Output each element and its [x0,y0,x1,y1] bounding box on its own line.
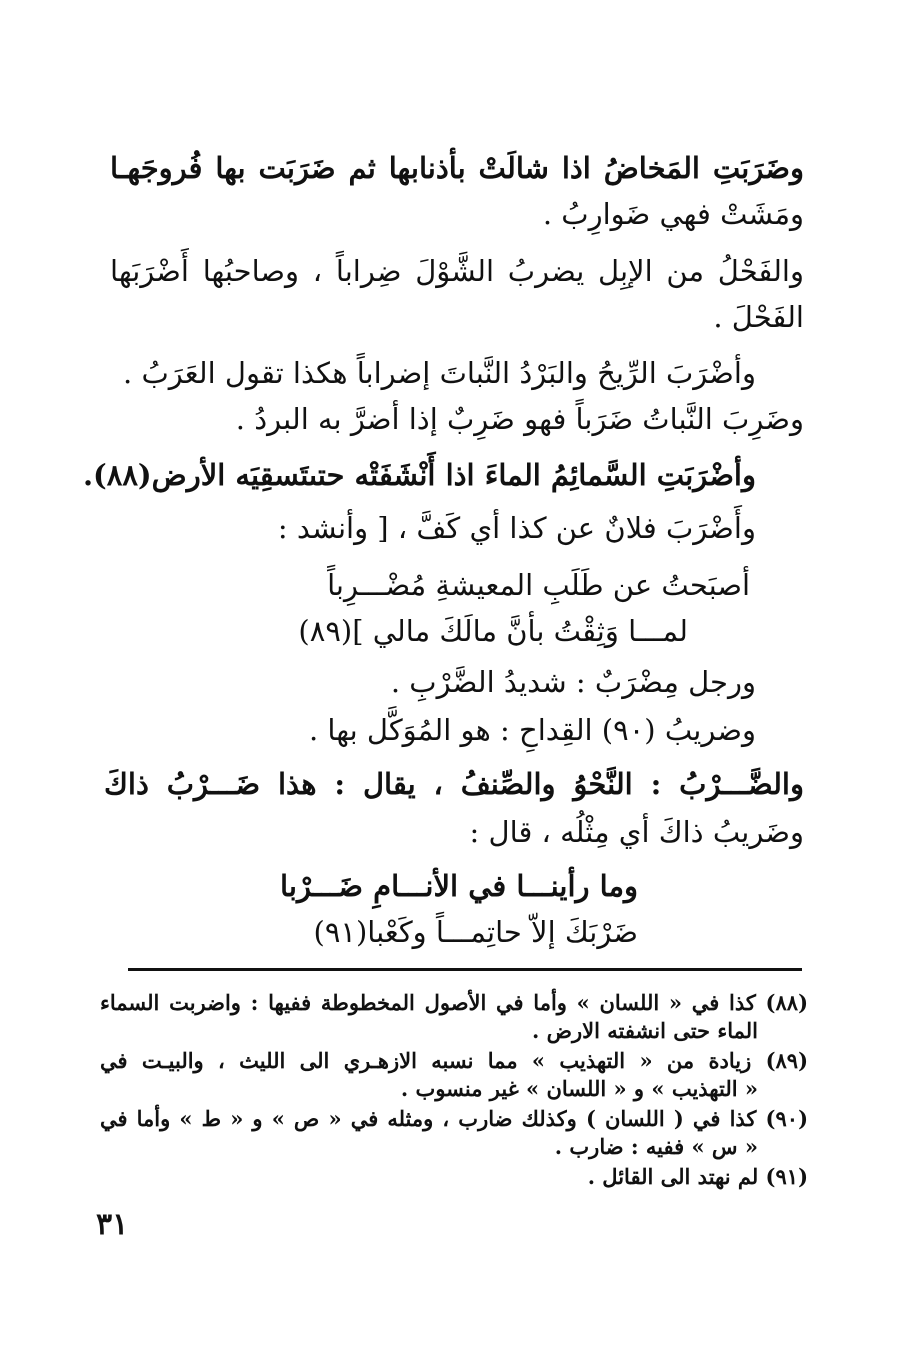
footnote-line: الماء حتى انشفته الارض . [532,1018,758,1043]
footnote-line: « س » ففيه : ضارب . [554,1134,758,1159]
text-line: ومَشَتْ فهي ضَوارِبُ . [542,197,804,231]
text-line: وضَرَبَتِ المَخاضُ اذا شالَتْ بأذنابها ثم ضَرَبَت بها فُروجَهـا [110,151,804,185]
footnote-line: « التهذيب » و « اللسان » غير منسوب . [400,1076,758,1101]
footnote-divider [128,968,802,971]
text-line: وأضْرَبَتِ السَّمائِمُ الماءَ اذا أَنْشَفَتْه حتىتَسقِيَه الأرض(٨٨). [82,458,756,492]
text-line: ورجل مِضْرَبٌ : شديدُ الضَّرْبِ . [390,665,756,699]
text-line: وضَريبُ ذاكَ أي مِثْلُه ، قال : [469,815,804,849]
verse-line: ضَرْبَكَ إلاّ حاتِمـــاً وكَعْبا(٩١) [313,915,638,949]
text-line: وضريبُ (٩٠) القِداحِ : هو المُوَكَّل بها . [308,713,756,747]
text-line: وأضْرَبَ الرِّيحُ والبَرْدُ النَّباتَ إضراباً هكذا تقول العَرَبُ . [123,356,756,390]
verse-line: وما رأينـــا في الأنـــامِ ضَـــرْبا [280,869,638,903]
text-line: والفَحْلُ من الإبِل يضربُ الشَّوْلَ ضِراباً ، وصاحبُها أَضْرَبَها [110,254,804,288]
footnote-line: (٩١) لم نهتد الى القائل . [587,1164,808,1189]
footnote-line: (٩٠) كذا في ( اللسان ) وكذلك ضارب ، ومثله في « ص » و « ط » وأما في [100,1106,808,1131]
text-line: وضَرِبَ النَّباتُ ضَرَباً فهو ضَرِبٌ إذا أضرَّ به البردُ . [235,402,804,436]
verse-line: أصبَحتُ عن طَلَبِ المعيشةِ مُضْـــرِباً [327,568,750,602]
footnote-line: (٨٨) كذا في « اللسان » وأما في الأصول المخطوطة ففيها : واضربت السماء [100,990,808,1015]
text-line: الفَحْلَ . [713,300,804,334]
page-number: ٣١ [96,1207,129,1242]
footnote-line: (٨٩) زيادة من « التهذيب » مما نسبه الازهـري الى الليث ، والبيـت في [100,1048,808,1073]
text-line: وأَضْرَبَ فلانٌ عن كذا أي كَفَّ ، [ وأنشد : [277,511,756,545]
text-line: والضَّـــرْبُ : النَّحْوُ والصِّنفُ ، يقال : هذا ضَـــرْبُ ذاكَ [104,767,804,801]
verse-line: لمـــا وَثِقْتُ بأنَّ مالَكَ مالي ](٨٩) [298,614,688,648]
